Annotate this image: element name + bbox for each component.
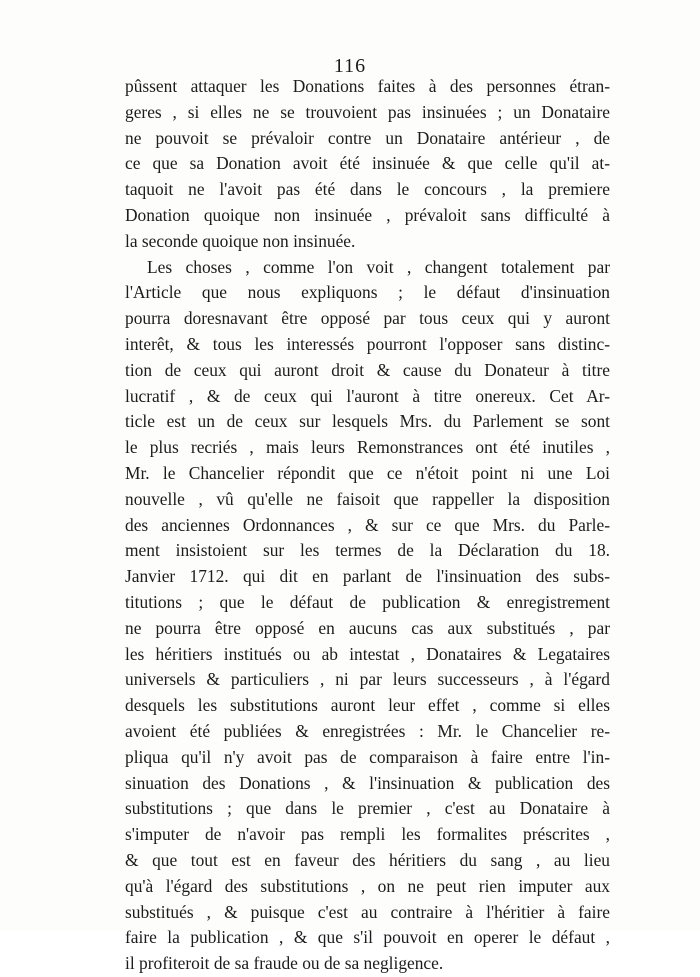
text-line: les héritiers institués ou ab intestat , Donataires & Legataires — [125, 643, 610, 664]
text-line: avoient été publiées & enregistrées : Mr. le Chancelier re- — [125, 720, 610, 741]
text-line: substitués , & puisque c'est au contraire à l'héritier à faire — [125, 901, 610, 922]
text-line: ne pourra être opposé en aucuns cas aux substitués , par — [125, 617, 610, 638]
text-line: geres , si elles ne se trouvoient pas insinuées ; un Donataire — [125, 101, 610, 122]
text-line: interêt, & tous les interessés pourront l'opposer sans distinc- — [125, 333, 610, 354]
text-line: pourra doresnavant être opposé par tous ceux qui y auront — [125, 308, 610, 329]
text-line: Les choses , comme l'on voit , changent totalement par — [147, 256, 610, 277]
text-line: titutions ; que le défaut de publication & enregistrement — [125, 591, 610, 612]
text-line: la seconde quoique non insinuée. — [125, 230, 356, 251]
text-line: tion de ceux qui auront droit & cause du Donateur à titre — [125, 359, 610, 380]
text-line: qu'à l'égard des substitutions , on ne peut rien imputer aux — [125, 875, 610, 896]
text-line: Donation quoique non insinuée , prévaloit sans difficulté à — [125, 204, 610, 225]
text-line: des anciennes Ordonnances , & sur ce que Mrs. du Parle- — [125, 514, 610, 535]
text-line: sinuation des Donations , & l'insinuation & publication des — [125, 772, 610, 793]
text-line: pliqua qu'il n'y avoit pas de comparaison à faire entre l'in- — [125, 746, 610, 767]
text-line: & que tout est en faveur des héritiers du sang , au lieu — [125, 849, 610, 870]
text-line: substitutions ; que dans le premier , c'est au Donataire à — [125, 798, 610, 819]
text-line: le plus recriés , mais leurs Remonstrances ont été inutiles , — [125, 437, 610, 458]
text-line: s'imputer de n'avoir pas rempli les formalites préscrites , — [125, 824, 610, 845]
text-line: ticle est un de ceux sur lesquels Mrs. du Parlement se sont — [125, 411, 610, 432]
text-line: faire la publication , & que s'il pouvoit en operer le défaut , — [125, 927, 610, 948]
text-line: ce que sa Donation avoit été insinuée & que celle qu'il at- — [125, 153, 610, 174]
text-line: Mr. le Chancelier répondit que ce n'étoit point ni une Loi — [125, 462, 610, 483]
body-text — [125, 74, 610, 977]
text-line: lucratif , & de ceux qui l'auront à titre onereux. Cet Ar- — [125, 385, 610, 406]
text-line: ne pouvoit se prévaloir contre un Donataire antérieur , de — [125, 127, 610, 148]
page-number: 116 — [333, 55, 367, 77]
text-line: universels & particuliers , ni par leurs successeurs , à l'égard — [125, 669, 610, 690]
text-line: taquoit ne l'avoit pas été dans le concours , la premiere — [125, 179, 610, 200]
text-line: il profiteroit de sa fraude ou de sa negligence. — [125, 953, 444, 974]
text-line: desquels les substitutions auront leur effet , comme si elles — [125, 695, 610, 716]
text-line: l'Article que nous expliquons ; le défaut d'insinuation — [125, 282, 610, 303]
text-line: pûssent attaquer les Donations faites à des personnes étran- — [125, 76, 610, 96]
text-line: Janvier 1712. qui dit en parlant de l'insinuation des subs- — [125, 566, 610, 587]
text-line: nouvelle , vû qu'elle ne faisoit que rappeller la disposition — [125, 488, 610, 509]
text-line: ment insistoient sur les termes de la Déclaration du 18. — [125, 540, 610, 561]
